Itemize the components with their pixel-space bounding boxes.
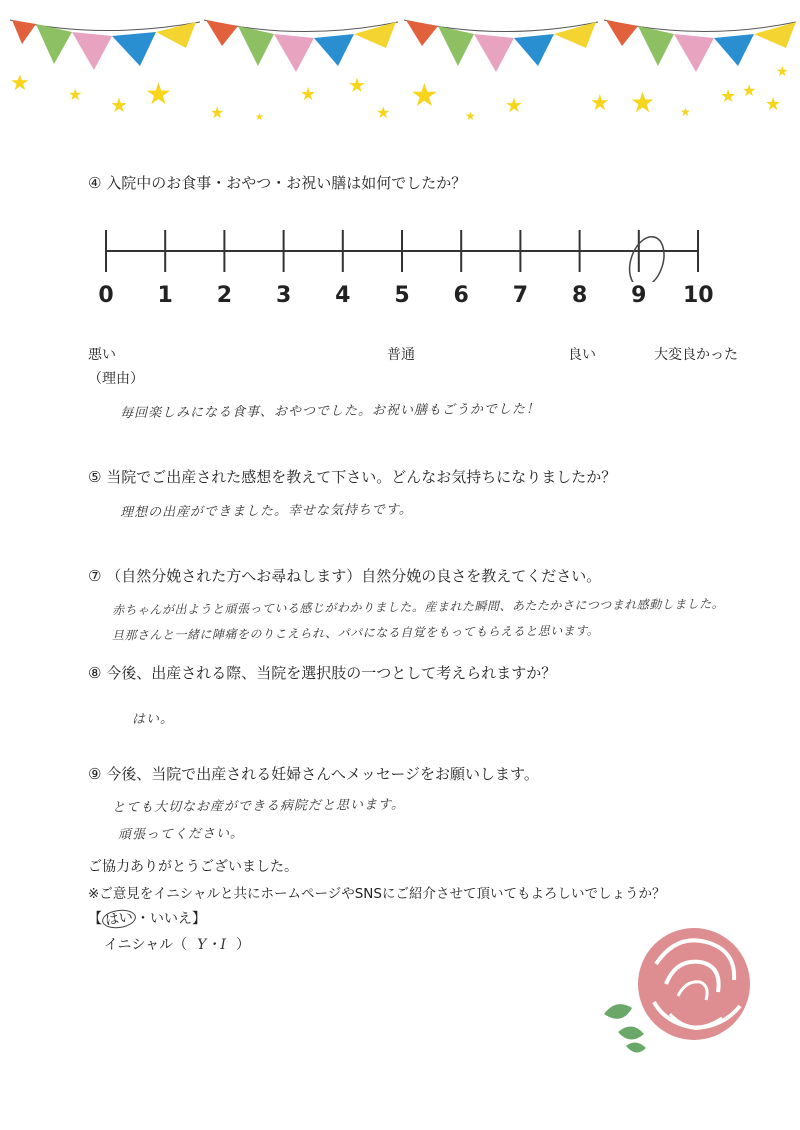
rose-flower (638, 928, 750, 1040)
question-9-text: ⑨ 今後、当院で出産される妊婦さんへメッセージをお願いします。 (88, 765, 539, 783)
bunting-group-2 (204, 20, 398, 72)
q9-handwritten-answer-line1: とても大切なお産ができる病院だと思います。 (111, 797, 406, 816)
scale-number-6: 6 (453, 283, 469, 308)
svg-text:★: ★ (145, 77, 172, 112)
svg-text:★: ★ (680, 105, 691, 119)
scale-number-5: 5 (394, 283, 410, 308)
label-good: 良い (568, 347, 596, 363)
initial-row (104, 934, 250, 954)
question-7-text: ⑦ （自然分娩された方へお尋ねします）自然分娩の良さを教えてください。 (88, 567, 602, 585)
q7-handwritten-answer-line1: 赤ちゃんが出ようと頑張っている感じがわかりました。産まれた瞬間、あたたかさにつつまれ感動しました。 (111, 596, 725, 618)
star-decorations (10, 64, 789, 123)
q5-handwritten-answer: 理想の出産ができました。幸せな気持ちです。 (119, 502, 413, 521)
label-normal: 普通 (387, 347, 415, 363)
question-5-text: ⑤ 当院でご出産された感想を教えて下さい。どんなお気持ちになりましたか？ (88, 468, 617, 486)
svg-text:★: ★ (348, 73, 366, 97)
rose-leaves (604, 1004, 646, 1052)
bunting-group-3 (404, 20, 598, 72)
svg-text:★: ★ (465, 109, 476, 123)
svg-text:★: ★ (255, 112, 264, 123)
svg-text:★: ★ (630, 86, 656, 119)
svg-text:★: ★ (765, 94, 782, 115)
svg-text:★: ★ (776, 64, 789, 80)
question-4-text: ④ 入院中のお食事・おやつ・お祝い膳は如何でしたか？ (88, 174, 467, 192)
consent-no-option: ・いいえ】 (136, 911, 206, 927)
svg-text:★: ★ (410, 76, 439, 114)
initial-close: ） (235, 937, 250, 953)
scale-number-2: 2 (216, 283, 233, 308)
consent-yes-option: はい (101, 908, 137, 931)
svg-text:★: ★ (505, 93, 523, 117)
svg-text:★: ★ (720, 86, 737, 107)
q9-handwritten-answer-line2: 頑張ってください。 (117, 826, 245, 843)
scale-number-0: 0 (98, 283, 114, 308)
q8-handwritten-answer: はい。 (131, 711, 175, 728)
scale-number-9: 9 (631, 283, 647, 308)
initial-label: イニシャル（ (104, 937, 188, 953)
svg-text:★: ★ (376, 103, 391, 122)
reason-label: （理由） (88, 371, 144, 387)
scale-number-4: 4 (335, 283, 351, 308)
bunting-decoration (0, 0, 800, 140)
bunting-group-1 (10, 20, 200, 70)
scale-number-3: 3 (275, 283, 292, 308)
consent-question: ※ご意見をイニシャルと共にホームページやSNSにご紹介させて頂いてもよろしいでしょうか？ (88, 886, 666, 902)
svg-text:★: ★ (300, 84, 317, 105)
label-bad: 悪い (88, 347, 116, 363)
question-8-text: ⑧ 今後、出産される際、当院を選択肢の一つとして考えられますか？ (88, 664, 557, 682)
initial-value: Y・I (197, 937, 226, 953)
svg-text:★: ★ (742, 81, 757, 100)
scale-number-10: 10 (683, 283, 714, 308)
rose-illustration (596, 914, 766, 1064)
svg-text:★: ★ (210, 103, 225, 122)
consent-bracket-open: 【 (88, 911, 102, 927)
svg-text:★: ★ (110, 93, 128, 117)
svg-text:★: ★ (590, 91, 610, 116)
scale-number-8: 8 (571, 283, 588, 308)
bunting-group-4 (604, 20, 796, 72)
thanks-text: ご協力ありがとうございました。 (88, 859, 298, 875)
consent-options (88, 908, 206, 928)
q4-handwritten-answer: 毎回楽しみになる食事、おやつでした。お祝い膳もごうかでした！ (119, 401, 541, 422)
rating-scale-line (96, 222, 716, 282)
scale-number-7: 7 (512, 283, 529, 308)
svg-text:★: ★ (10, 71, 30, 96)
scale-number-1: 1 (157, 283, 173, 308)
label-very-good: 大変良かった (654, 347, 738, 363)
q7-handwritten-answer-line2: 旦那さんと一緒に陣痛をのりこえられ、パパになる自覚をもってもらえると思います。 (111, 623, 600, 643)
selected-rating-circle (624, 232, 671, 282)
svg-text:★: ★ (68, 85, 83, 104)
